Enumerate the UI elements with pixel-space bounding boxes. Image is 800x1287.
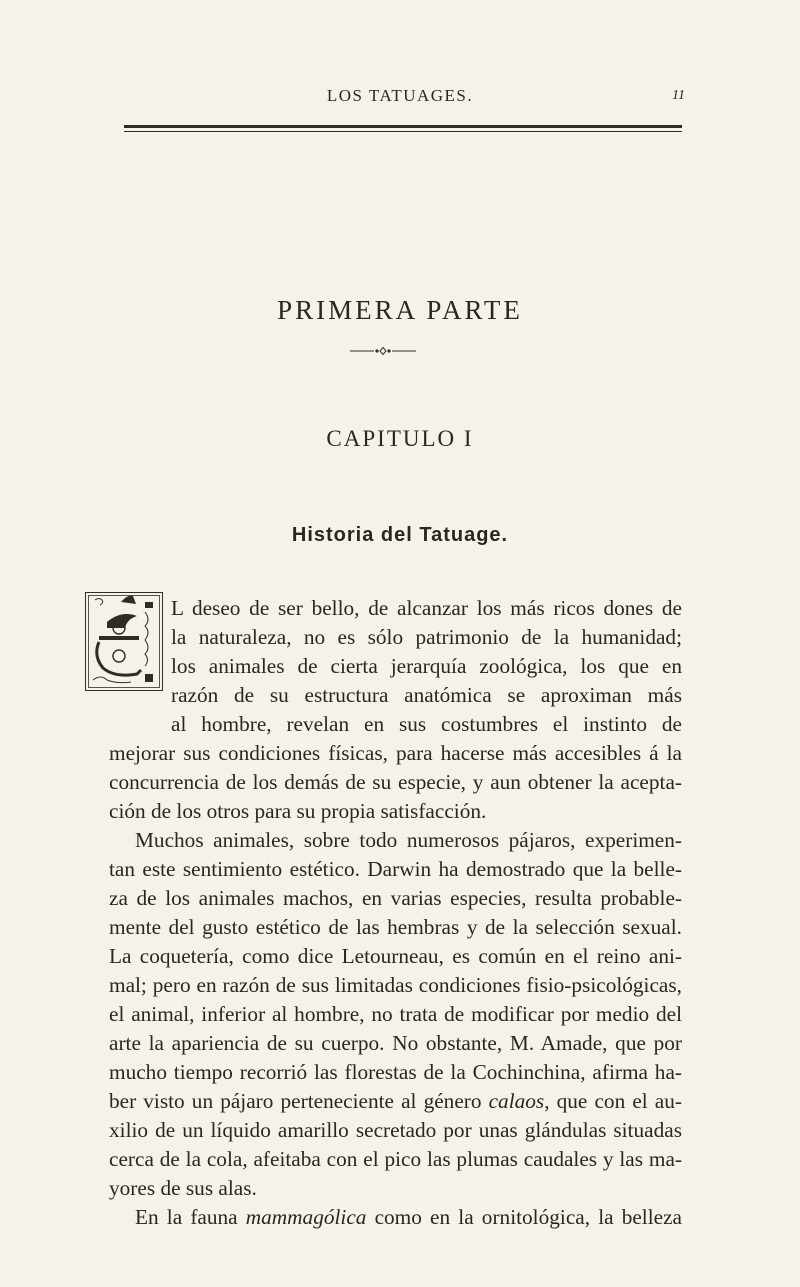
text-line: cerca de la cola, afeitaba con el pico las plumas caudales y las ma- bbox=[109, 1147, 682, 1171]
text-line: Muchos animales, sobre todo numerosos pájaros, experimen- bbox=[135, 828, 682, 852]
chapter-title: CAPITULO I bbox=[326, 426, 474, 451]
text-line: la naturaleza, no es sólo patrimonio de la humanidad; bbox=[171, 625, 682, 649]
text-line: mejorar sus condiciones físicas, para hacerse más accesibles á la bbox=[109, 741, 682, 765]
text-line: razón de su estructura anatómica se aproximan más bbox=[171, 683, 682, 707]
text-run: , que con el au- bbox=[544, 1089, 682, 1113]
text-line: La coquetería, como dice Letourneau, es común en el reino ani- bbox=[109, 944, 682, 968]
text-line: los animales de cierta jerarquía zoológica, los que en bbox=[171, 654, 682, 678]
text-line: arte la apariencia de su cuerpo. No obstante, M. Amade, que por bbox=[109, 1031, 682, 1055]
text-line bbox=[109, 1087, 682, 1115]
text-line: mente del gusto estético de las hembras y de la selección sexual. bbox=[109, 915, 682, 939]
text-run: como en la ornitológica, la belleza bbox=[366, 1205, 682, 1229]
text-line: tan este sentimiento estético. Darwin ha demostrado que la belle- bbox=[109, 857, 682, 881]
text-line: el animal, inferior al hombre, no trata de modificar por medio del bbox=[109, 1002, 682, 1026]
text-line: yores de sus alas. bbox=[109, 1176, 257, 1200]
section-title: Historia del Tatuage. bbox=[291, 524, 509, 546]
part-title: PRIMERA PARTE bbox=[277, 295, 523, 325]
text-line: mal; pero en razón de sus limitadas condiciones fisio-psicológicas, bbox=[109, 973, 682, 997]
page-number: 11 bbox=[672, 88, 685, 103]
italic-term: calaos bbox=[488, 1089, 545, 1113]
text-line: mucho tiempo recorrió las florestas de la Cochinchina, afirma ha- bbox=[109, 1060, 682, 1084]
text-line: ción de los otros para su propia satisfacción. bbox=[109, 799, 487, 823]
text-line: za de los animales machos, en varias especies, resulta probable- bbox=[109, 886, 682, 910]
italic-term: mammagólica bbox=[245, 1205, 367, 1229]
text-run: ber visto un pájaro perteneciente al género bbox=[109, 1089, 489, 1113]
text-line: xilio de un líquido amarillo secretado por unas glándulas situadas bbox=[109, 1118, 682, 1142]
text-run: En la fauna bbox=[135, 1205, 246, 1229]
running-title: LOS TATUAGES. bbox=[326, 86, 474, 105]
text-line: L deseo de ser bello, de alcanzar los más ricos dones de bbox=[171, 596, 682, 620]
text-line: concurrencia de los demás de su especie, y aun obtener la acepta- bbox=[109, 770, 682, 794]
text-line bbox=[135, 1203, 682, 1231]
text-line: al hombre, revelan en sus costumbres el instinto de bbox=[171, 712, 682, 736]
